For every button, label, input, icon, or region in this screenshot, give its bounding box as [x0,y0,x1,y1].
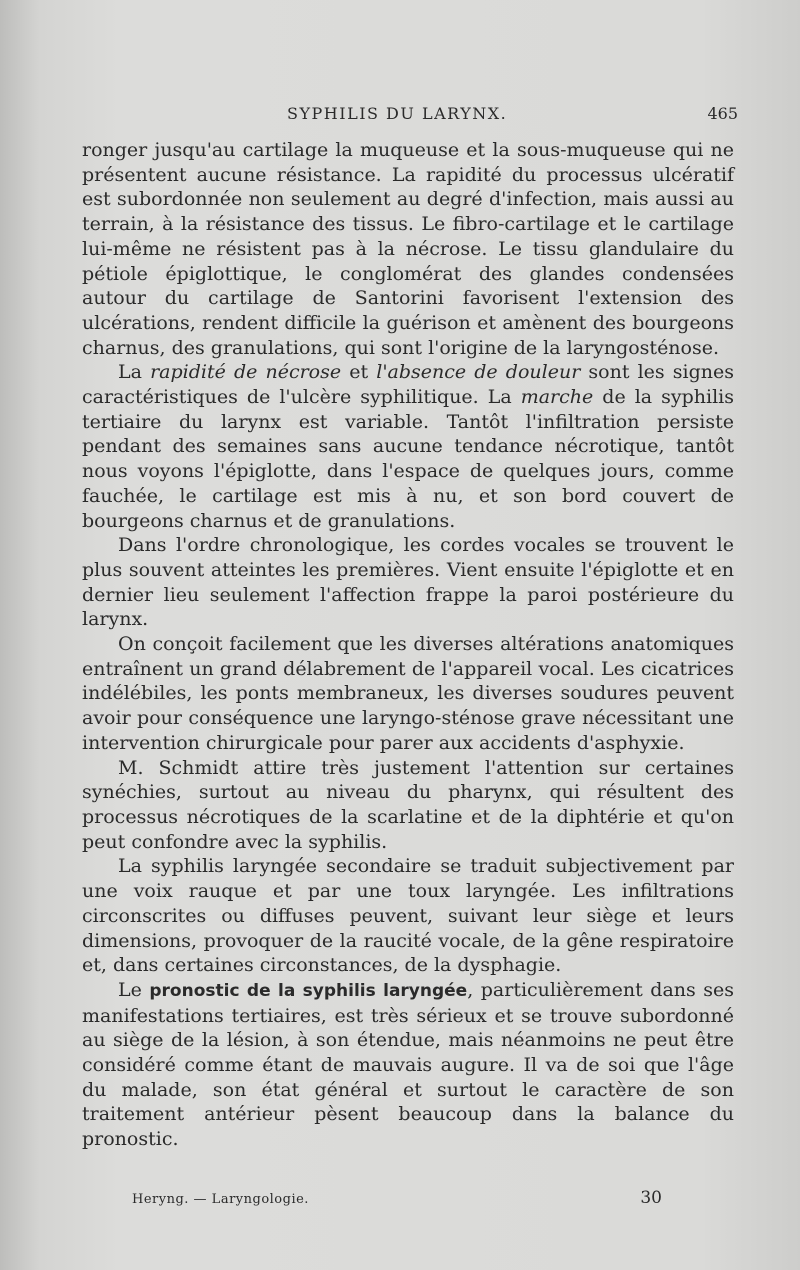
paragraph [82,632,734,756]
text-segment: La [118,361,151,384]
text-segment: , particulièrement dans ses manifestations tertiaires, est très sérieux et se trouve subordonné au siège de la lésion, à son étendue, mais néanmoins ne peut être considéré comme étant de mauvais augure. Il va de soi que l'âge du malade, son état général et surtout le caractère de son traitement antérieur pèsent beaucoup dans la balance du pronostic. [82,978,734,1151]
text-segment: sont les signes caractéristiques de l'ulcère syphilitique. La [82,361,734,409]
footer-reference: Heryng. — Laryngologie. [132,1192,309,1207]
paragraph [82,756,734,855]
signature-number: 30 [640,1188,662,1208]
paragraph [82,360,734,533]
bold-phrase: pronostic de la syphilis laryngée [149,980,468,1001]
text-segment: On conçoit facilement que les diverses altérations anatomiques entraînent un grand délabrement de l'appareil vocal. Les cicatrices indélébiles, les ponts membraneux, les diverses soudures peuvent avoir pour conséquence une laryngo-sténose grave nécessitant une intervention chirurgicale pour parer aux accidents d'asphyxie. [82,633,734,754]
paragraph [82,138,734,360]
text-segment: et [341,361,377,384]
page-footer [132,1188,662,1212]
text-segment: Dans l'ordre chronologique, les cordes vocales se trouvent le plus souvent atteintes les premières. Vient ensuite l'épiglotte et en dernier lieu seulement l'affection frappe la paroi postérieure du larynx. [82,534,734,631]
paragraph [82,854,734,978]
italic-phrase: rapidité de nécrose [150,361,342,384]
paragraph [82,978,734,1152]
page-header [82,104,738,132]
italic-phrase: marche [520,386,594,409]
page-number: 465 [707,104,738,123]
running-title: SYPHILIS DU LARYNX. [287,104,508,123]
paragraph [82,533,734,632]
text-segment: ronger jusqu'au cartilage la muqueuse et la sous-muqueuse qui ne présentent aucune résistance. La rapidité du processus ulcératif est subordonnée non seulement au degré d'infection, mais aussi au terrain, à la résistance des tissus. Le fibro-cartilage et le cartilage lui-même ne résistent pas à la nécrose. Le tissu glandulaire du pétiole épiglottique, le conglomérat des glandes condensées autour du cartilage de Santorini favorisent l'extension des ulcérations, rendent difficile la guérison et amènent des bourgeons charnus, des granulations, qui sont l'origine de la laryngosténose. [82,139,734,359]
text-segment: La syphilis laryngée secondaire se traduit subjectivement par une voix rauque et par une toux laryngée. Les infiltrations circonscrites ou diffuses peuvent, suivant leur siège et leurs dimensions, provoquer de la raucité vocale, de la gêne respiratoire et, dans certaines circonstances, de la dysphagie. [82,855,734,977]
italic-phrase: l'absence de douleur [376,361,581,384]
body-text [82,138,734,1152]
text-segment: de la syphilis tertiaire du larynx est variable. Tantôt l'infiltration persiste pendant des semaines sans aucune tendance nécrotique, tantôt nous voyons l'épiglotte, dans l'espace de quelques jours, comme fauchée, le cartilage est mis à nu, et son bord couvert de bourgeons charnus et de granulations. [82,386,734,532]
text-segment: M. Schmidt attire très justement l'attention sur certaines synéchies, surtout au niveau du pharynx, qui résultent des processus nécrotiques de la scarlatine et de la diphtérie et qu'on peut confondre avec la syphilis. [82,756,734,853]
text-segment: Le [118,978,150,1001]
